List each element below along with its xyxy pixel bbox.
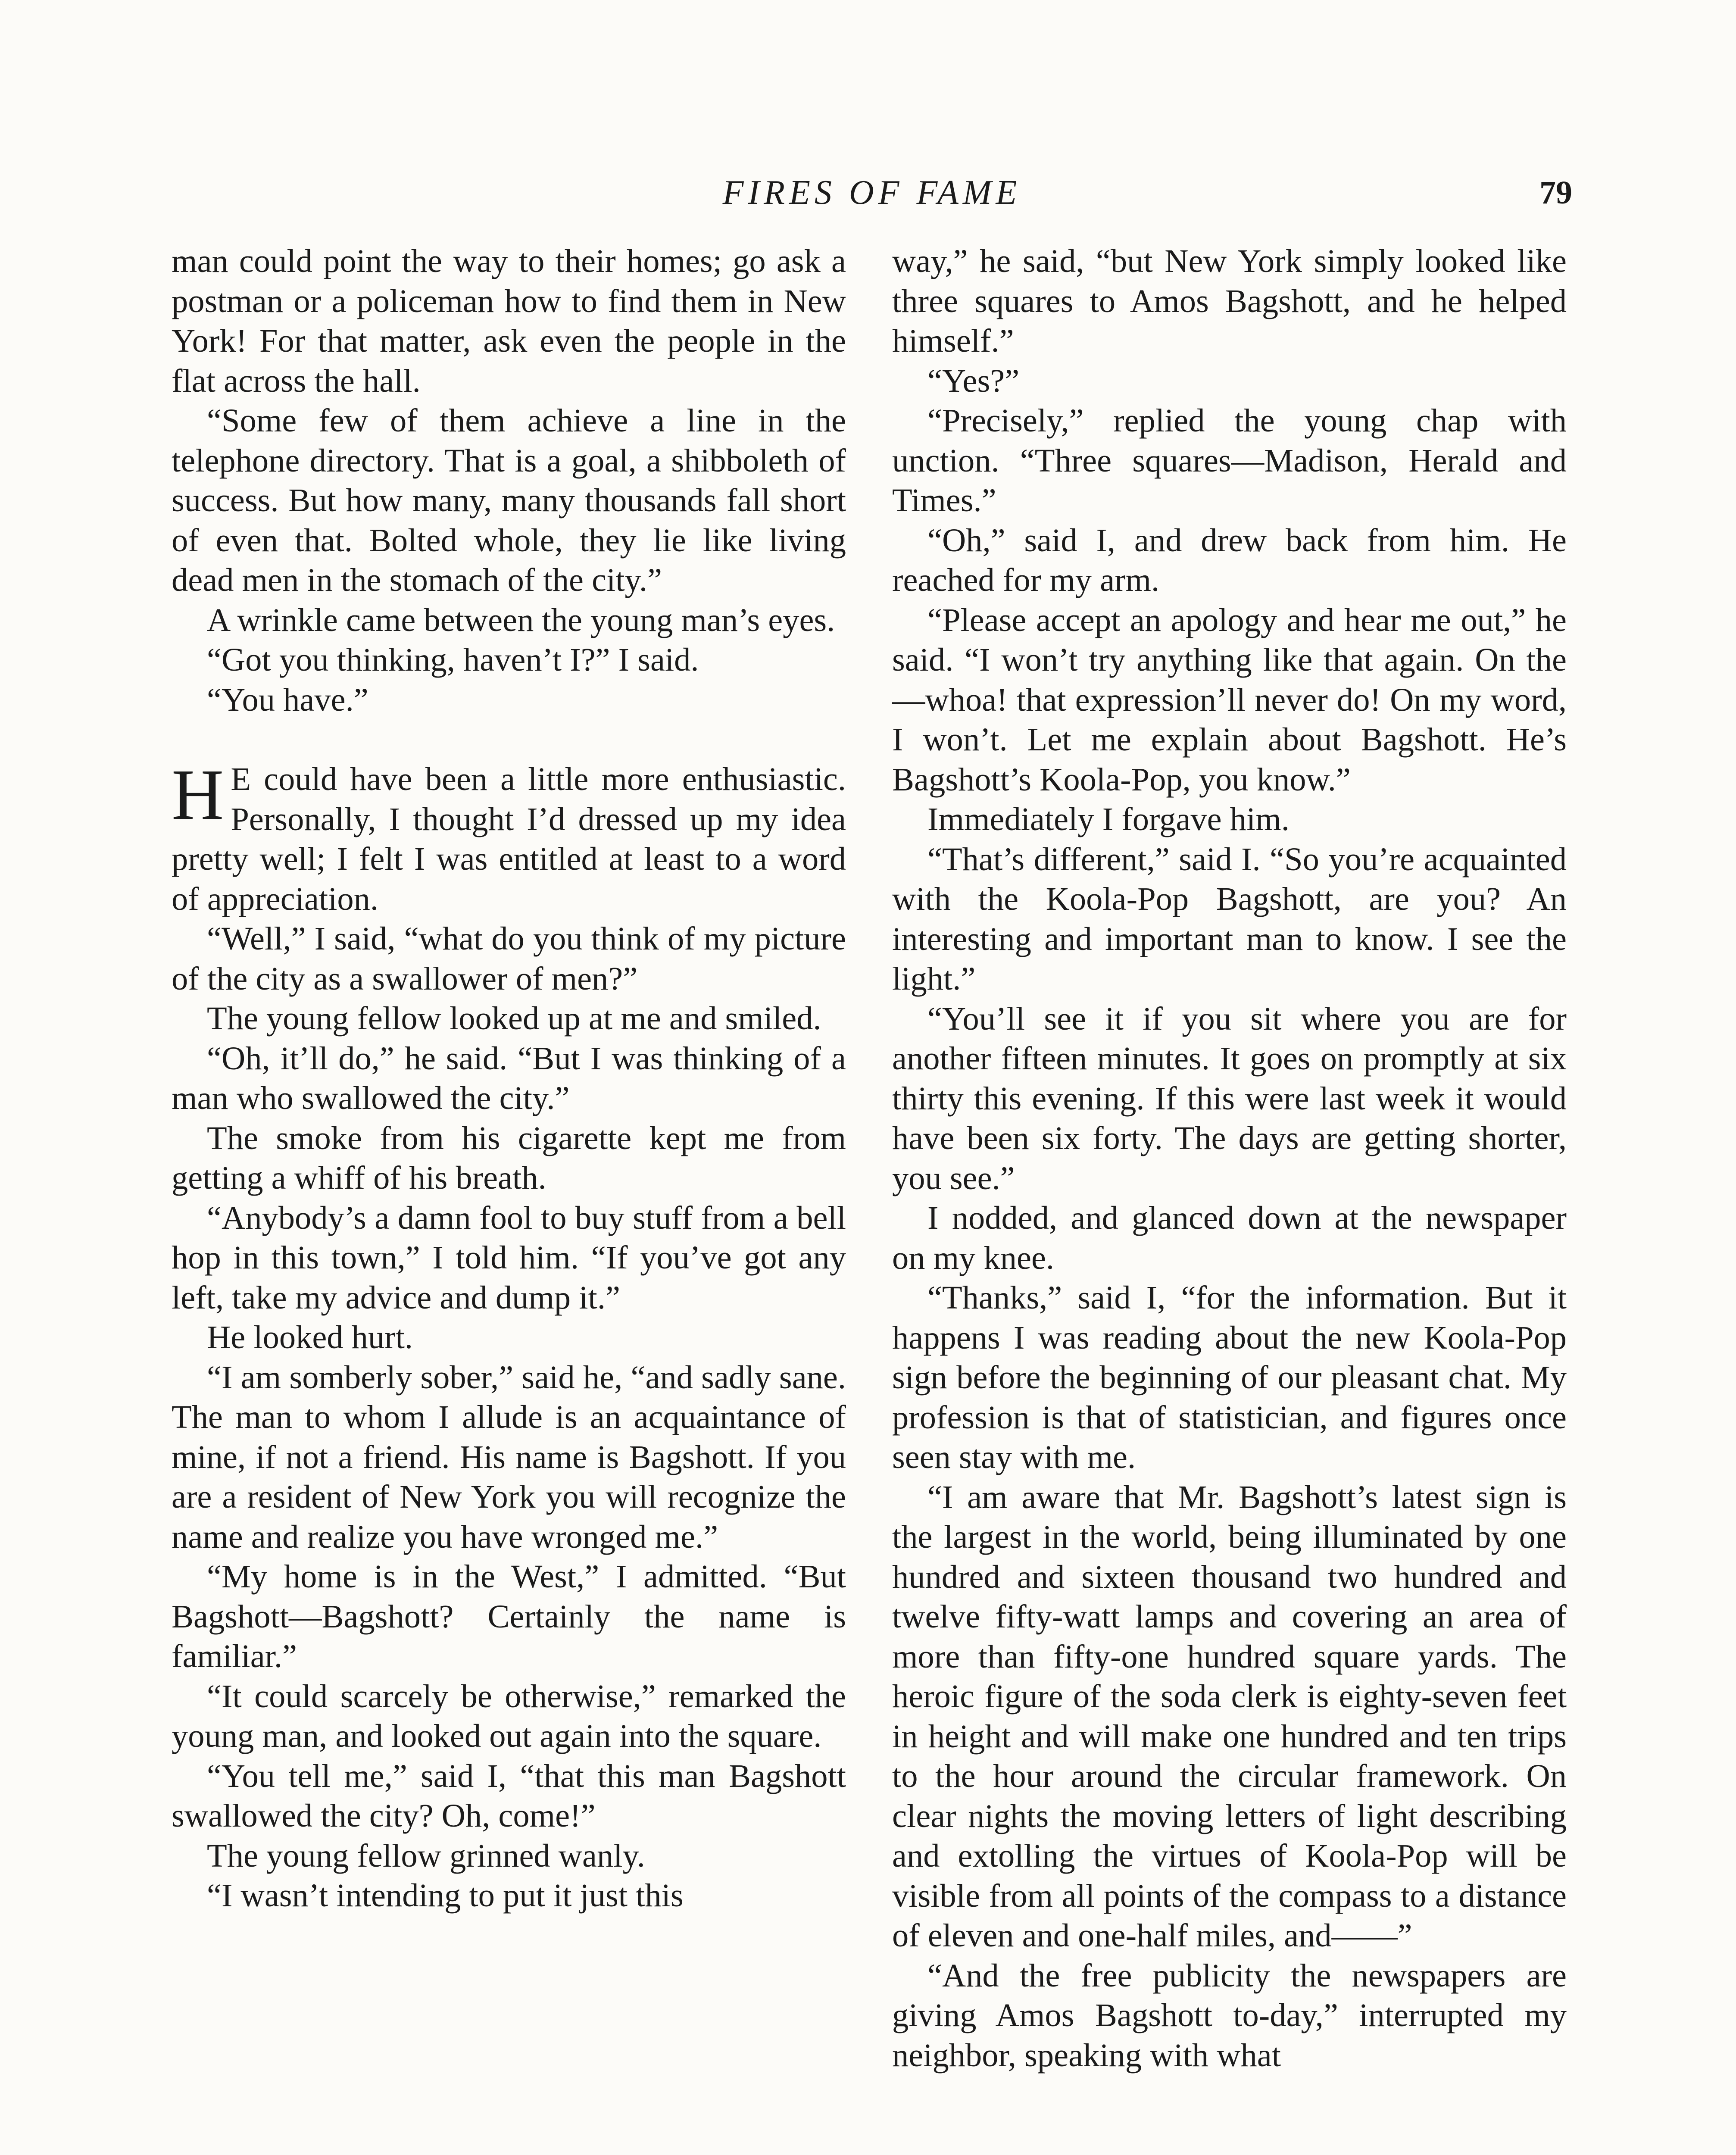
paragraph: “I wasn’t intending to put it just this bbox=[207, 1877, 684, 1914]
section-start-paragraph bbox=[172, 755, 846, 919]
paragraph: “That’s different,” said I. “So you’re acquainted with the Koola-Pop Bagshott, are you? An interesting and important man to know. I see the light.” bbox=[892, 840, 1567, 997]
paragraph: “You tell me,” said I, “that this man Bagshott swallowed the city? Oh, come!” bbox=[172, 1757, 846, 1834]
paragraph-text: E could have been a little more enthusiastic. Personally, I thought I’d dressed up my idea pretty well; I felt I was entitled at least to a word of appreciation. bbox=[172, 761, 846, 917]
paragraph: “Got you thinking, haven’t I?” I said. bbox=[207, 641, 699, 678]
paragraph: “Oh, it’ll do,” he said. “But I was thinking of a man who swallowed the city.” bbox=[172, 1040, 846, 1116]
paragraph: I nodded, and glanced down at the newspaper on my knee. bbox=[892, 1199, 1567, 1276]
paragraph: The young fellow looked up at me and smiled. bbox=[207, 1000, 821, 1037]
paragraph: “Thanks,” said I, “for the information. But it happens I was reading about the new Koola-Pop sign before the beginning of our pleasant chat. My profession is that of statistician, and figures once seen stay with me. bbox=[892, 1279, 1567, 1475]
paragraph: “Precisely,” replied the young chap with unction. “Three squares—Madison, Herald and Times.” bbox=[892, 402, 1567, 518]
paragraph: “Some few of them achieve a line in the telephone directory. That is a goal, a shibboleth of success. But how many, many thousands fall short of even that. Bolted whole, they lie like living dead men in the stomach of the city.” bbox=[172, 402, 846, 598]
paragraph: He looked hurt. bbox=[207, 1319, 413, 1355]
paragraph: The smoke from his cigarette kept me from getting a whiff of his breath. bbox=[172, 1119, 846, 1196]
paragraph: “Anybody’s a damn fool to buy stuff from a bell hop in this town,” I told him. “If you’ve got any left, take my advice and dump it.” bbox=[172, 1199, 846, 1316]
paragraph: A wrinkle came between the young man’s eyes. bbox=[207, 601, 835, 638]
paragraph: “Oh,” said I, and drew back from him. He reached for my arm. bbox=[892, 522, 1567, 598]
paragraph: man could point the way to their homes; go ask a postman or a policeman how to find them in New York! For that matter, ask even the people in the flat across the hall. bbox=[172, 243, 846, 399]
paragraph: “It could scarcely be otherwise,” remarked the young man, and looked out again into the square. bbox=[172, 1677, 846, 1754]
paragraph: “And the free publicity the newspapers are giving Amos Bagshott to-day,” interrupted my neighbor, speaking with what bbox=[892, 1957, 1567, 2074]
drop-cap: H bbox=[172, 755, 224, 835]
right-column bbox=[892, 241, 1567, 2075]
page-header bbox=[172, 169, 1572, 216]
paragraph: “Please accept an apology and hear me out,” he said. “I won’t try anything like that again. On the—whoa! that expression’ll never do! On my word, I won’t. Let me explain about Bagshott. He’s Bagshott’s Koola-Pop, you know.” bbox=[892, 601, 1567, 798]
paragraph: “You have.” bbox=[207, 681, 368, 718]
paragraph: “Well,” I said, “what do you think of my picture of the city as a swallower of men?” bbox=[172, 920, 846, 997]
paragraph: Immediately I forgave him. bbox=[927, 801, 1290, 837]
paragraph: “Yes?” bbox=[927, 362, 1020, 399]
paragraph: “I am somberly sober,” said he, “and sadly sane. The man to whom I allude is an acquaintance of mine, if not a friend. His name is Bagshott. If you are a resident of New York you will recognize the name and realize you have wronged me.” bbox=[172, 1359, 846, 1555]
running-title: FIRES OF FAME bbox=[722, 174, 1021, 212]
paragraph: “I am aware that Mr. Bagshott’s latest sign is the largest in the world, being illuminated by one hundred and sixteen thousand two hundred and twelve fifty-watt lamps and covering an area of more than fifty-one hundred square yards. The heroic figure of the soda clerk is eighty-seven feet in height and will make one hundred and ten trips to the hour around the circular framework. On clear nights the moving letters of light describing and extolling the virtues of Koola-Pop will be visible from all points of the compass to a distance of eleven and one-half miles, and——” bbox=[892, 1478, 1567, 1954]
paragraph: “You’ll see it if you sit where you are for another fifteen minutes. It goes on promptly at six thirty this evening. If this were last week it would have been six forty. The days are getting shorter, you see.” bbox=[892, 1000, 1567, 1196]
paragraph: way,” he said, “but New York simply looked like three squares to Amos Bagshott, and he helped himself.” bbox=[892, 243, 1567, 359]
page-number: 79 bbox=[1539, 175, 1572, 211]
paragraph: The young fellow grinned wanly. bbox=[207, 1837, 645, 1874]
left-column bbox=[172, 241, 846, 1916]
paragraph: “My home is in the West,” I admitted. “But Bagshott—Bagshott? Certainly the name is familiar.” bbox=[172, 1558, 846, 1674]
